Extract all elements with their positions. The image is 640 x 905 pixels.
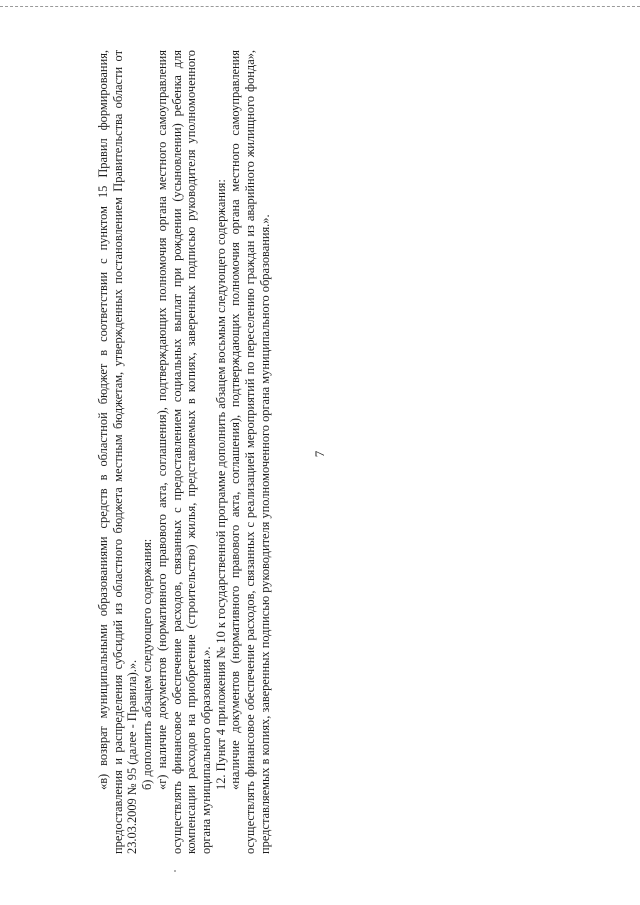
paragraph-add-clause: б) дополнить абзацем следующего содержания: [139, 538, 154, 790]
scan-top-border [0, 6, 640, 7]
page-number: 7 [312, 450, 327, 458]
paragraph-return-of-funds: «в) возврат муниципальными образованиями средств в областной бюджет в соответствии с пунктом 15 Правил формирования, предоставления и распределения субсидий из областного бюджета местным бюджетам, утвержденных постановлением Правительства области от 23.03.2009 № 95 (далее - Правила).». [95, 50, 140, 854]
paragraph-clause-g: «г) наличие документов (нормативного правового акта, соглашения), подтверждающих полномочия органа местного самоуправления осуществлять финансовое обеспечение расходов, связанных с предоставлением социальных выплат при рождении (усыновлении) ребенка для компенсации расходов на приобретение (строительство) жилья, представляемых в копиях, заверенных подписью руководителя уполномоченного органа муниципального образования.». [154, 50, 213, 854]
paragraph-item-12: 12. Пункт 4 приложения № 10 к государственной программе дополнить абзацем восьмым следующего содержания: [213, 179, 228, 790]
document-text [96, 50, 272, 854]
scan-speck [174, 870, 176, 872]
paragraph-documents: «наличие документов (нормативного правового акта, соглашения), подтверждающих полномочия органа местного самоуправления осуществлять финансовое обеспечение расходов, связанных с реализацией мероприятий по переселению граждан из аварийного жилищного фонда», представляемых в копиях, заверенных подписью руководителя уполномоченного органа муниципального образования.». [228, 50, 272, 854]
